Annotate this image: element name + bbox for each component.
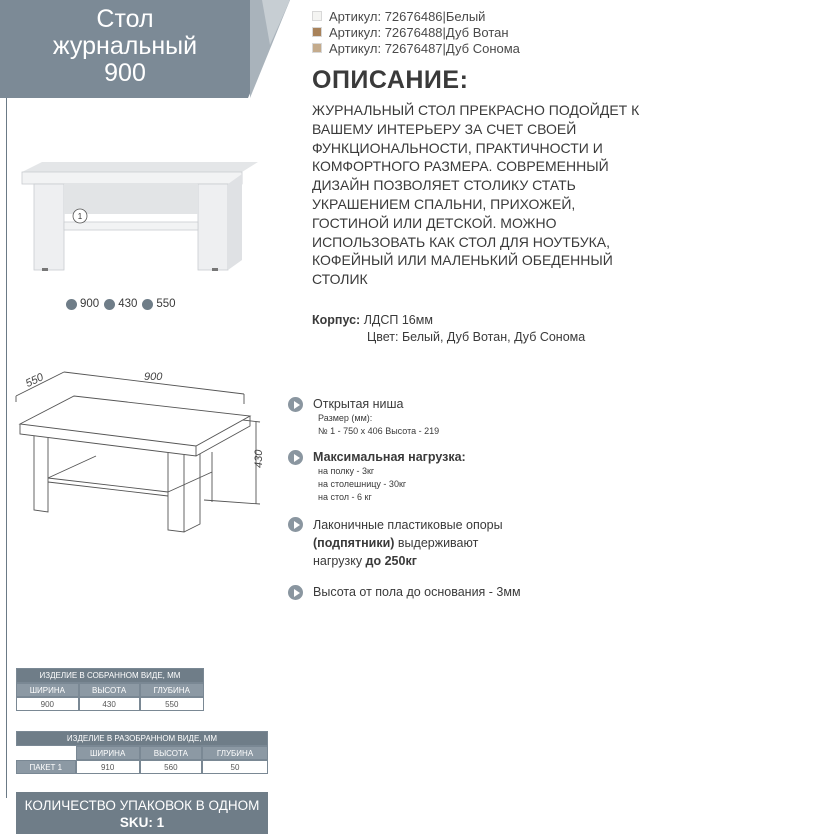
- product-title-line-2: журнальный: [52, 32, 198, 60]
- table-cell: 900: [16, 697, 79, 711]
- play-bullet-icon: [288, 517, 303, 532]
- feature-text: Лаконичные пластиковые опоры: [313, 518, 503, 532]
- disassembled-dimensions-table: [16, 731, 268, 774]
- feature-title-bold: Максимальная нагрузка:: [313, 450, 466, 464]
- width-value: 900: [80, 298, 100, 310]
- table-header: ВЫСОТА: [140, 746, 202, 760]
- table-header: ВЫСОТА: [79, 683, 140, 697]
- body-label: Корпус:: [312, 313, 361, 327]
- sku-item: [312, 8, 520, 24]
- sku-label: Артикул: 72676486|Белый: [329, 8, 486, 24]
- height-value: 430: [118, 298, 138, 310]
- feature-max-load: [288, 449, 548, 504]
- body-colors: Цвет: Белый, Дуб Вотан, Дуб Сонома: [367, 330, 586, 344]
- feature-title: [313, 449, 548, 465]
- packages-label: КОЛИЧЕСТВО УПАКОВОК В ОДНОМ: [24, 798, 260, 813]
- depth-icon: [142, 299, 153, 310]
- body-material-value: ЛДСП 16мм: [363, 313, 433, 327]
- sku-label: Артикул: 72676487|Дуб Сонома: [329, 40, 520, 56]
- table-cell: 50: [202, 760, 268, 774]
- product-image: [20, 160, 260, 280]
- description-text: ЖУРНАЛЬНЫЙ СТОЛ ПРЕКРАСНО ПОДОЙДЕТ К ВАШЕМУ ИНТЕРЬЕРУ ЗА СЧЕТ СВОЕЙ ФУНКЦИОНАЛЬНОСТИ, ПРАКТИЧНОСТИ И КОМФОРТНОГО РАЗМЕРА. СОВРЕМЕННЫЙ ДИЗАЙН ПОЗВОЛЯЕТ СТОЛИКУ СТАТЬ УКРАШЕНИЕМ СПАЛЬНИ, ПРИХОЖЕЙ, ГОСТИНОЙ ИЛИ ДЕТСКОЙ. МОЖНО ИСПОЛЬЗОВАТЬ КАК СТОЛ ДЛЯ НОУТБУКА, КОФЕЙНЫЙ ИЛИ МАЛЕНЬКИЙ ОБЕДЕННЫЙ СТОЛИК: [312, 102, 640, 288]
- table-empty-cell: [16, 746, 76, 760]
- color-swatch: [312, 11, 322, 21]
- niche-marker-label: 1: [77, 212, 83, 221]
- table-row-label: ПАКЕТ 1: [16, 760, 76, 774]
- table-cell: 550: [140, 697, 204, 711]
- feature-detail: на стол - 6 кг: [318, 492, 372, 502]
- table-header: ГЛУБИНА: [140, 683, 204, 697]
- width-icon: [66, 299, 77, 310]
- depth-dimension-label: 550: [23, 371, 46, 390]
- feature-supports: [288, 516, 548, 570]
- sku-item: [312, 24, 520, 40]
- product-title-line-1: Стол: [96, 5, 154, 33]
- table-header: ШИРИНА: [16, 683, 79, 697]
- color-swatch: [312, 43, 322, 53]
- color-swatch: [312, 27, 322, 37]
- table-cell: 560: [140, 760, 202, 774]
- feature-text: выдерживают: [394, 536, 479, 550]
- feature-detail: Размер (мм):: [318, 413, 373, 423]
- assembled-dimensions-table: [16, 668, 204, 711]
- feature-text: нагрузку: [313, 554, 366, 568]
- height-dimension-label: 430: [253, 449, 265, 468]
- sku-label: Артикул: 72676488|Дуб Вотан: [329, 24, 509, 40]
- play-bullet-icon: [288, 397, 303, 412]
- depth-value: 550: [156, 298, 176, 310]
- feature-title: Открытая ниша: [313, 397, 404, 411]
- feature-open-niche: [288, 396, 548, 438]
- title-banner: [0, 0, 290, 98]
- height-icon: [104, 299, 115, 310]
- feature-detail: на полку - 3кг: [318, 466, 375, 476]
- feature-text-bold: (подпятники): [313, 536, 395, 550]
- table-cell: 430: [79, 697, 140, 711]
- play-bullet-icon: [288, 450, 303, 465]
- feature-text-bold: до 250кг: [365, 554, 417, 568]
- feature-detail: № 1 - 750 х 406 Высота - 219: [318, 426, 440, 436]
- packages-count-box: [16, 792, 268, 834]
- play-bullet-icon: [288, 585, 303, 600]
- sku-list: [312, 8, 520, 56]
- body-material: [312, 313, 433, 327]
- feature-title: Высота от пола до основания - 3мм: [313, 585, 521, 599]
- table-caption: ИЗДЕЛИЕ В РАЗОБРАННОМ ВИДЕ, ММ: [16, 731, 268, 746]
- description-heading: ОПИСАНИЕ:: [312, 66, 469, 94]
- feature-detail: на столешницу - 30кг: [318, 479, 407, 489]
- product-title-line-3: 900: [104, 59, 146, 87]
- feature-base-height: [288, 584, 548, 600]
- table-header: ГЛУБИНА: [202, 746, 268, 760]
- technical-drawing: [4, 360, 274, 535]
- width-dimension-label: 900: [144, 371, 163, 383]
- table-cell: 910: [76, 760, 140, 774]
- dimensions-summary: [66, 298, 181, 310]
- table-header: ШИРИНА: [76, 746, 140, 760]
- sku-item: [312, 40, 520, 56]
- packages-value: SKU: 1: [119, 815, 165, 830]
- table-caption: ИЗДЕЛИЕ В СОБРАННОМ ВИДЕ, ММ: [16, 668, 204, 683]
- feature-title: [313, 516, 548, 570]
- product-title: [0, 6, 250, 87]
